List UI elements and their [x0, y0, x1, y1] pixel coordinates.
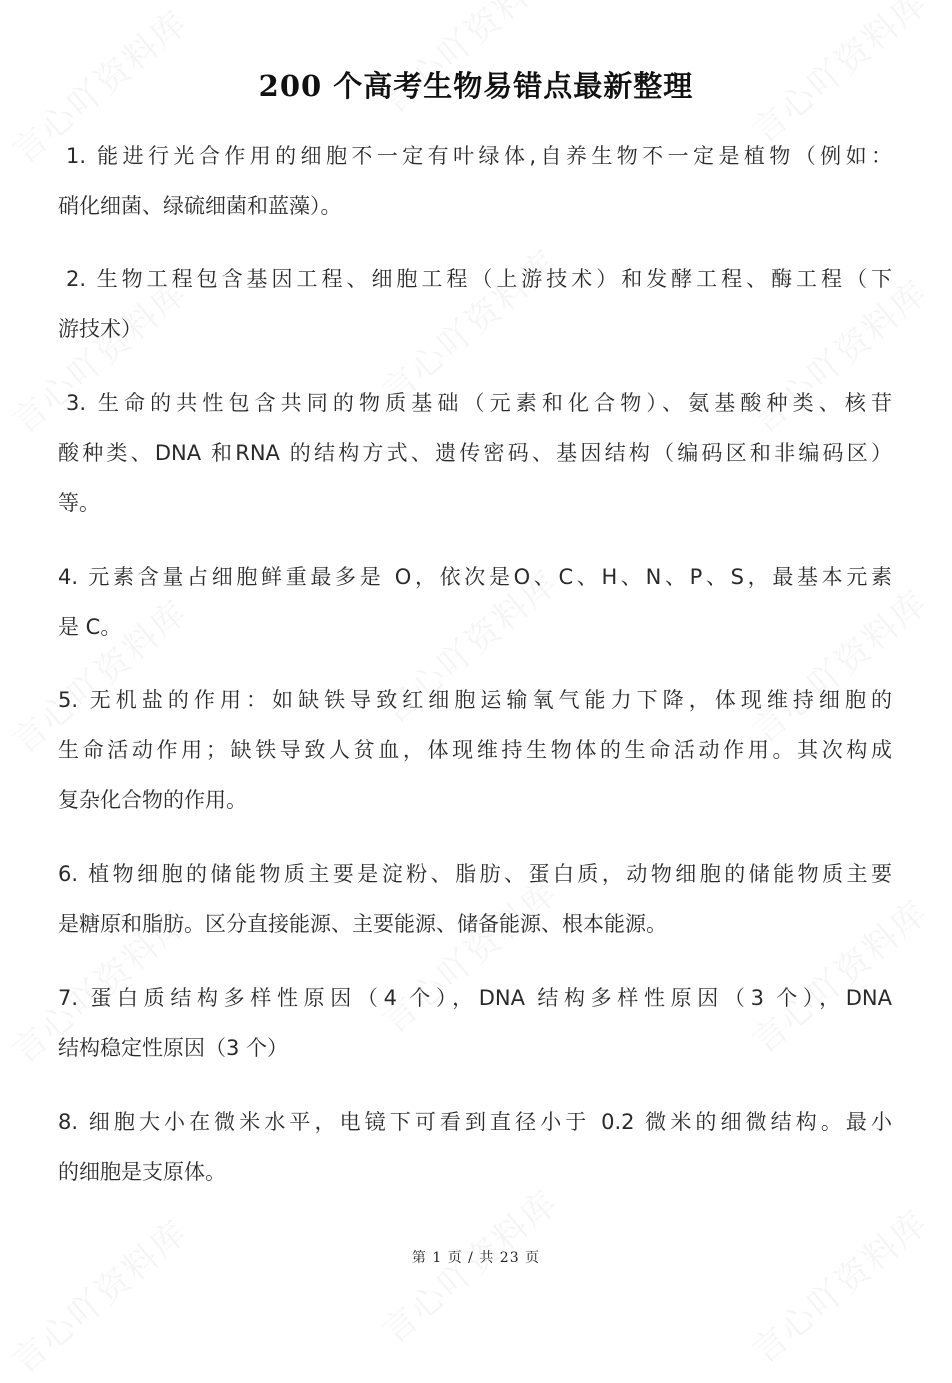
watermark-text [0, 1206, 196, 1382]
item-line: 8. 细胞大小在微米水平，电镜下可看到直径小于 0.2 微米的细微结构。最小 [58, 1110, 892, 1134]
item-line: 生命活动作用；缺铁导致人贫血，体现维持生物体的生命活动作用。其次构成 [58, 738, 892, 762]
item-line: 的细胞是支原体。 [58, 1160, 226, 1184]
watermark-text [740, 576, 937, 752]
item-line: 5. 无机盐的作用：如缺铁导致红细胞运输氧气能力下降，体现维持细胞的 [58, 688, 892, 712]
item-line: 1. 能进行光合作用的细胞不一定有叶绿体,自养生物不一定是植物（例如： [66, 144, 892, 168]
item-line: 7. 蛋白质结构多样性原因（4 个），DNA 结构多样性原因（3 个），DNA [58, 986, 892, 1010]
item-line: 4. 元素含量占细胞鲜重最多是 O，依次是O、C、H、N、P、S，最基本元素 [58, 565, 892, 589]
item-line: 是糖原和脂肪。区分直接能源、主要能源、储备能源、根本能源。 [58, 912, 667, 936]
item-line: 硝化细菌、绿硫细菌和蓝藻）。 [58, 194, 342, 218]
item-line: 2. 生物工程包含基因工程、细胞工程（上游技术）和发酵工程、酶工程（下 [66, 267, 892, 291]
item-line: 3. 生命的共性包含共同的物质基础（元素和化合物）、氨基酸种类、核苷 [66, 391, 892, 415]
item-line: 等。 [58, 491, 100, 515]
item-line: 6. 植物细胞的储能物质主要是淀粉、脂肪、蛋白质，动物细胞的储能物质主要 [58, 862, 892, 886]
item-line: 结构稳定性原因（3 个） [58, 1036, 289, 1060]
item-line: 游技术） [58, 317, 142, 341]
watermark-text [740, 1196, 937, 1372]
item-line: 是 C。 [58, 615, 122, 639]
item-line: 酸种类、DNA 和RNA 的结构方式、遗传密码、基因结构（编码区和非编码区） [58, 441, 892, 465]
watermark-text [370, 866, 567, 1042]
document-title: 200 个高考生物易错点最新整理 [258, 69, 694, 103]
item-line: 复杂化合物的作用。 [58, 788, 247, 812]
page-footer: 第 1 页 / 共 23 页 [411, 1250, 541, 1266]
